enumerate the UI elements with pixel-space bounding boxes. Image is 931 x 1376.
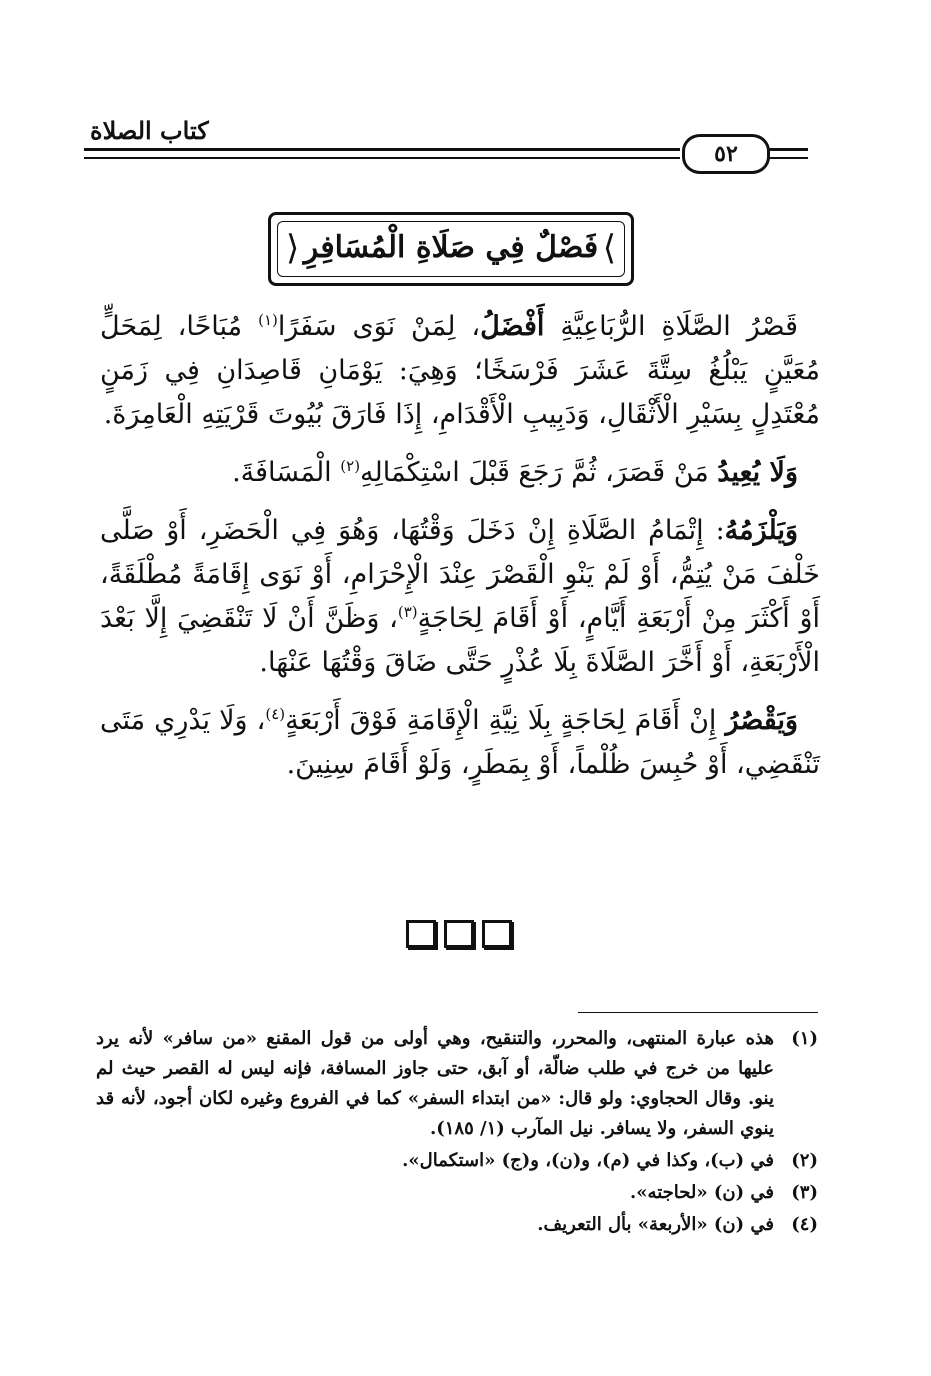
header-rule-left bbox=[84, 148, 680, 159]
footnote-4 bbox=[96, 1210, 818, 1240]
footnote-ref: (٢) bbox=[340, 457, 361, 475]
footnote-ref: (٤) bbox=[265, 705, 286, 723]
paragraph-text: ، لِمَنْ نَوَى سَفَرًا bbox=[277, 311, 481, 342]
book-title-text: كتاب الصلاة bbox=[90, 116, 209, 145]
footnote-separator bbox=[578, 1012, 818, 1013]
footnotes bbox=[96, 1024, 818, 1242]
footnote-2 bbox=[96, 1146, 818, 1176]
footnote-number: (٤) bbox=[791, 1214, 818, 1235]
bold-term: وَلَا يُعِيدُ bbox=[717, 457, 798, 488]
paragraph-text: مُبَاحًا، لِمَحَلٍّ مُعَيَّنٍ يَبْلُغُ سِتَّةَ عَشَرَ فَرْسَخًا؛ وَهِيَ: يَوْمَانِ قَاصِدَانِ فِي زَمَنٍ مُعْتَدِلٍ بِسَيْرِ الْأَثْقَالِ، وَدَبِيبِ الْأَقْدَامِ، إِذَا فَارَقَ بُيُوتَ قَرْيَتِهِ الْعَامِرَةَ. bbox=[100, 311, 820, 430]
paragraph-1 bbox=[100, 305, 820, 437]
right-bracket-ornament: ⟩ bbox=[602, 228, 616, 268]
paragraph-text: إِنْ أَقَامَ لِحَاجَةٍ بِلَا نِيَّةِ الْإِقَامَةِ فَوْقَ أَرْبَعَةٍ bbox=[285, 705, 726, 736]
footnote-text: هذه عبارة المنتهى، والمحرر، والتنقيح، وهي أولى من قول المقنع «من سافر» لأنه يرد عليها من خرج في طلب ضالّة، أو آبق، حتى جاوز المسافة، فإنه ليس له القصر حيث لم ينو. وقال الحجاوي: ولو قال: «من ابتداء السفر» كما في الفروع وغيره لكان أجود، لأنه قد ينوي السفر، ولا يسافر. نيل المآرب (١/ ١٨٥). bbox=[96, 1028, 774, 1139]
paragraph-text: : إِتْمَامُ الصَّلَاةِ إِنْ دَخَلَ وَقْتُهَا، وَهُوَ فِي الْحَضَرِ، أَوْ صَلَّى خَلْفَ مَنْ يُتِمُّ، أَوْ لَمْ يَنْوِ الْقَصْرَ عِنْدَ الْإِحْرَامِ، أَوْ نَوَى إِقَامَةً مُطْلَقَةً، أَوْ أَكْثَرَ مِنْ أَرْبَعَةِ أَيَّامٍ، أَوْ أَقَامَ لِحَاجَةٍ bbox=[100, 515, 820, 634]
main-text bbox=[100, 305, 820, 801]
footnote-ref: (٣) bbox=[397, 603, 418, 621]
paragraph-4 bbox=[100, 699, 820, 787]
footnote-number: (٢) bbox=[791, 1150, 818, 1171]
square-ornament-icon bbox=[482, 920, 512, 948]
bold-term: أَفْضَلُ bbox=[480, 311, 545, 342]
footnote-text: في (ب)، وكذا في (م)، و(ن)، و(ج) «استكمال». bbox=[402, 1150, 774, 1171]
footnote-ref: (١) bbox=[258, 311, 278, 329]
section-title-frame bbox=[268, 212, 634, 286]
paragraph-text: ، وَلَا يَدْرِي مَتَى تَنْقَضِي، أَوْ حُبِسَ ظُلْماً، أَوْ بِمَطَرٍ، وَلَوْ أَقَامَ سِنِينَ. bbox=[100, 705, 820, 780]
section-end-ornament bbox=[406, 920, 526, 950]
left-bracket-ornament: ⟨ bbox=[286, 228, 300, 268]
section-title: فَصْلٌ فِي صَلَاةِ الْمُسَافِرِ bbox=[303, 230, 599, 265]
footnote-number: (١) bbox=[791, 1028, 818, 1049]
page-header bbox=[84, 112, 824, 172]
paragraph-text: ، وَظَنَّ أَنْ لَا تَنْقَضِيَ إِلَّا بَعْدَ الْأَرْبَعَةِ، أَوْ أَخَّرَ الصَّلَاةَ بِلَا عُذْرٍ حَتَّى ضَاقَ وَقْتُهَا عَنْهَا. bbox=[100, 603, 820, 678]
square-ornament-icon bbox=[406, 920, 436, 948]
paragraph-text: مَنْ قَصَرَ، ثُمَّ رَجَعَ قَبْلَ اسْتِكْمَالِهِ bbox=[360, 457, 718, 488]
page-number-text: ٥٢ bbox=[714, 141, 738, 167]
paragraph-3 bbox=[100, 509, 820, 685]
paragraph-2 bbox=[100, 451, 820, 495]
bold-term: وَيَقْصُرُ bbox=[725, 705, 798, 736]
book-title bbox=[90, 116, 209, 145]
footnote-text: في (ن) «لحاجته». bbox=[630, 1182, 774, 1203]
footnote-number: (٣) bbox=[791, 1182, 818, 1203]
bold-term: وَيَلْزَمُهُ bbox=[724, 515, 798, 546]
paragraph-text: الْمَسَافَةَ. bbox=[232, 457, 341, 488]
footnote-1 bbox=[96, 1024, 818, 1144]
footnote-text: في (ن) «الأربعة» بأل التعريف. bbox=[537, 1214, 774, 1235]
section-title-inner bbox=[277, 221, 625, 277]
page-number bbox=[682, 134, 770, 174]
header-rule-right bbox=[768, 148, 808, 159]
paragraph-text: قَصْرُ الصَّلَاةِ الرُّبَاعِيَّةِ bbox=[544, 311, 798, 342]
square-ornament-icon bbox=[444, 920, 474, 948]
footnote-3 bbox=[96, 1178, 818, 1208]
